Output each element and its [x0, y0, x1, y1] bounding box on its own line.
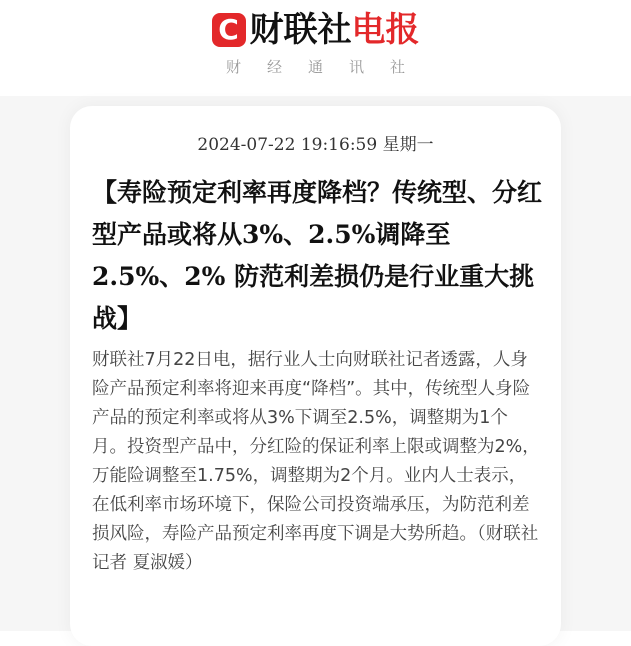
brand-tagline: 财经通讯社	[225, 58, 431, 76]
publish-datetime: 2024-07-22 19:16:59 星期一	[197, 135, 434, 155]
article-body: 财联社7月22日电，据行业人士向财联社记者透露，人身险产品预定利率将迎来再度“降档”。其中，传统型人身险产品的预定利率或将从3%下调至2.5%，调整期为1个月。投资型产品中，分红险的保证利率上限或调整为2%，万能险调整至1.75%，调整期为2个月。业内人士表示，在低利率市场环境下，保险公司投资端承压，为防范利差损风险，寿险产品预定利率再度下调是大势所趋。（财联社记者 夏淑媛）	[92, 350, 540, 573]
brand-logo	[0, 10, 631, 50]
brand-name-red: 电报	[351, 10, 420, 50]
article-headline: 【寿险预定利率再度降档？传统型、分红型产品或将从3%、2.5%调降至2.5%、2% 防范利差损仍是行业重大挑战】	[92, 178, 543, 333]
app-header	[0, 0, 631, 96]
brand-name-black: 财联社	[249, 10, 352, 50]
brand-c-icon: C	[212, 13, 246, 47]
